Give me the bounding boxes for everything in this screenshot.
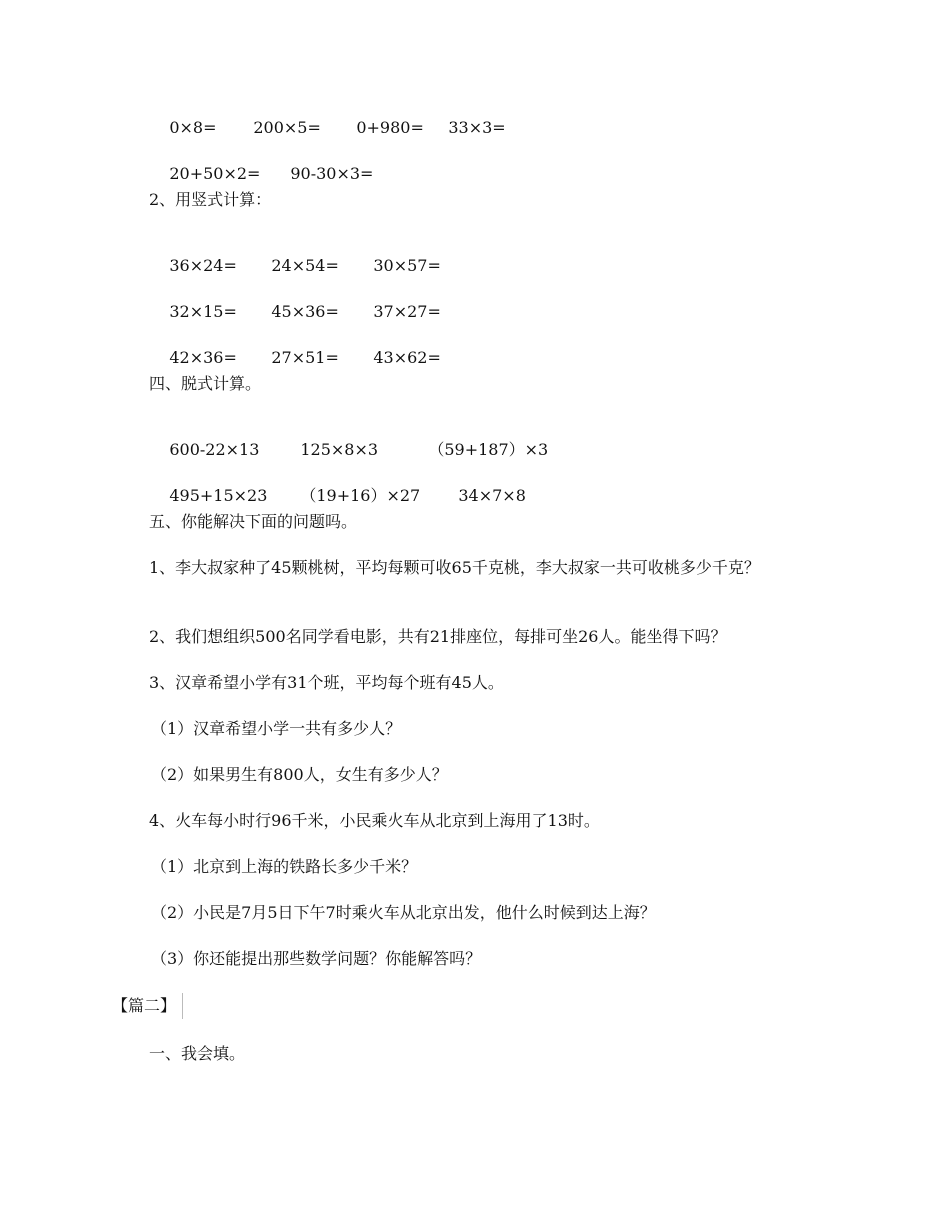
expression: 200×5= — [253, 118, 321, 137]
expression: 495+15×23 — [169, 486, 268, 505]
expression: （59+187）×3 — [428, 440, 549, 459]
expression: 125×8×3 — [300, 440, 379, 459]
expression: 36×24= — [169, 256, 237, 275]
expression: 600-22×13 — [169, 440, 260, 459]
expression: 37×27= — [373, 302, 441, 321]
problem-1: 1、李大叔家种了45颗桃树，平均每颗可收65千克桃，李大叔家一共可收桃多少千克？ — [149, 558, 760, 577]
problem-4-question-3: （3）你还能提出那些数学问题？你能解答吗？ — [151, 949, 482, 968]
expression: 27×51= — [271, 348, 339, 367]
problem-4: 4、火车每小时行96千米，小民乘火车从北京到上海用了13时。 — [149, 811, 600, 830]
problem-3-question-1: （1）汉章希望小学一共有多少人？ — [151, 719, 402, 738]
vertical-calc-heading: 2、用竖式计算： — [149, 190, 272, 209]
expression: 42×36= — [169, 348, 237, 367]
expression: 32×15= — [169, 302, 237, 321]
expression: 0×8= — [169, 118, 217, 137]
expression: 0+980= — [356, 118, 424, 137]
problem-4-question-2: （2）小民是7月5日下午7时乘火车从北京出发，他什么时候到达上海？ — [151, 903, 656, 922]
expression: 45×36= — [271, 302, 339, 321]
expression: 33×3= — [448, 118, 506, 137]
problem-3-question-2: （2）如果男生有800人，女生有多少人？ — [151, 765, 448, 784]
problems-heading: 五、你能解决下面的问题吗。 — [149, 512, 358, 531]
step-calc-heading: 四、脱式计算。 — [149, 374, 262, 393]
part-2-heading: 一、我会填。 — [149, 1044, 246, 1063]
expression: 43×62= — [373, 348, 441, 367]
expression: 20+50×2= — [169, 164, 261, 183]
problem-4-question-1: （1）北京到上海的铁路长多少千米？ — [151, 857, 418, 876]
section-title-part-2: 【篇二】 — [112, 993, 183, 1019]
problem-3: 3、汉章希望小学有31个班，平均每个班有45人。 — [149, 673, 504, 692]
expression: （19+16）×27 — [300, 486, 421, 505]
expression: 34×7×8 — [458, 486, 526, 505]
expression: 90-30×3= — [290, 164, 374, 183]
problem-2: 2、我们想组织500名同学看电影，共有21排座位，每排可坐26人。能坐得下吗？ — [149, 627, 727, 646]
expression: 30×57= — [373, 256, 441, 275]
expression: 24×54= — [271, 256, 339, 275]
